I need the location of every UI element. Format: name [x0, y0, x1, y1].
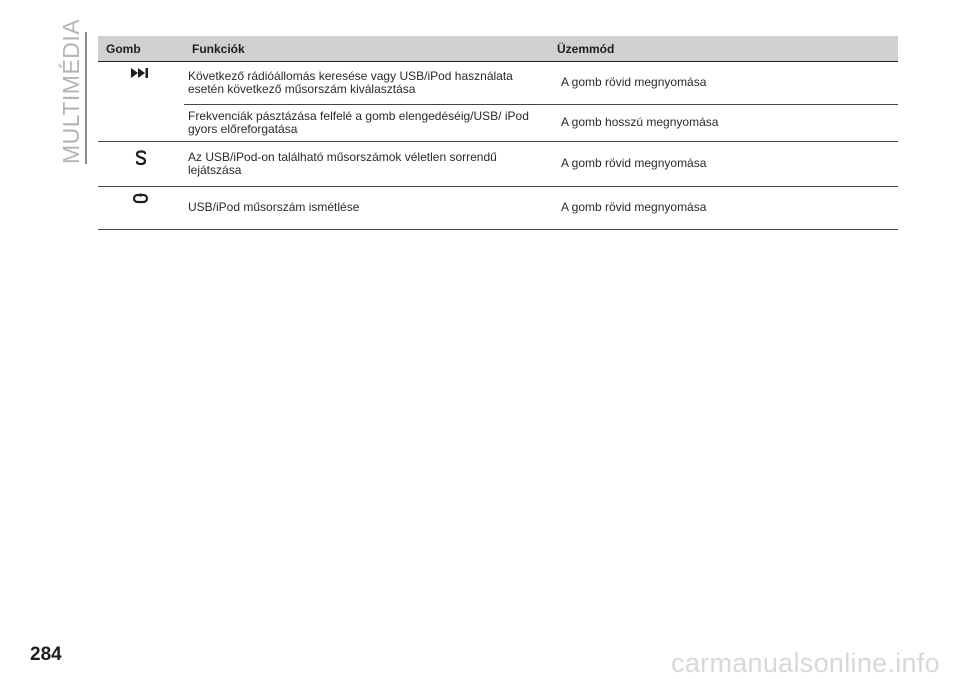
section-label: MULTIMÉDIA: [58, 18, 84, 164]
table-row: [98, 186, 898, 229]
table-row: [98, 104, 898, 141]
mode-cell: A gomb rövid megnyomása: [549, 186, 898, 229]
table-row: [98, 62, 898, 105]
button-cell: [98, 141, 184, 186]
section-divider: [85, 32, 87, 164]
table-row: [98, 141, 898, 186]
function-cell: Frekvenciák pásztázása felfelé a gomb elengedéséig/USB/ iPod gyors előreforgatása: [184, 104, 549, 141]
header-function: Funkciók: [184, 36, 549, 62]
function-cell: Következő rádióállomás keresése vagy USB/iPod használata esetén következő műsorszám kiválasztása: [184, 62, 549, 105]
page-number: 284: [30, 644, 62, 665]
mode-cell: A gomb rövid megnyomása: [549, 141, 898, 186]
button-cell: [98, 62, 184, 105]
watermark: carmanualsonline.info: [671, 648, 940, 678]
button-cell: [98, 104, 184, 141]
button-function-table: [98, 36, 898, 230]
function-cell: USB/iPod műsorszám ismétlése: [184, 186, 549, 229]
header-mode: Üzemmód: [549, 36, 898, 62]
header-button: Gomb: [98, 36, 184, 62]
skip-forward-icon: [131, 67, 151, 81]
mode-cell: A gomb hosszú megnyomása: [549, 104, 898, 141]
table-header-row: [98, 36, 898, 62]
repeat-icon: [132, 193, 150, 207]
function-cell: Az USB/iPod-on található műsorszámok véletlen sorrendű lejátszása: [184, 141, 549, 186]
mode-cell: A gomb rövid megnyomása: [549, 62, 898, 105]
button-cell: [98, 186, 184, 229]
shuffle-icon: [135, 155, 147, 169]
